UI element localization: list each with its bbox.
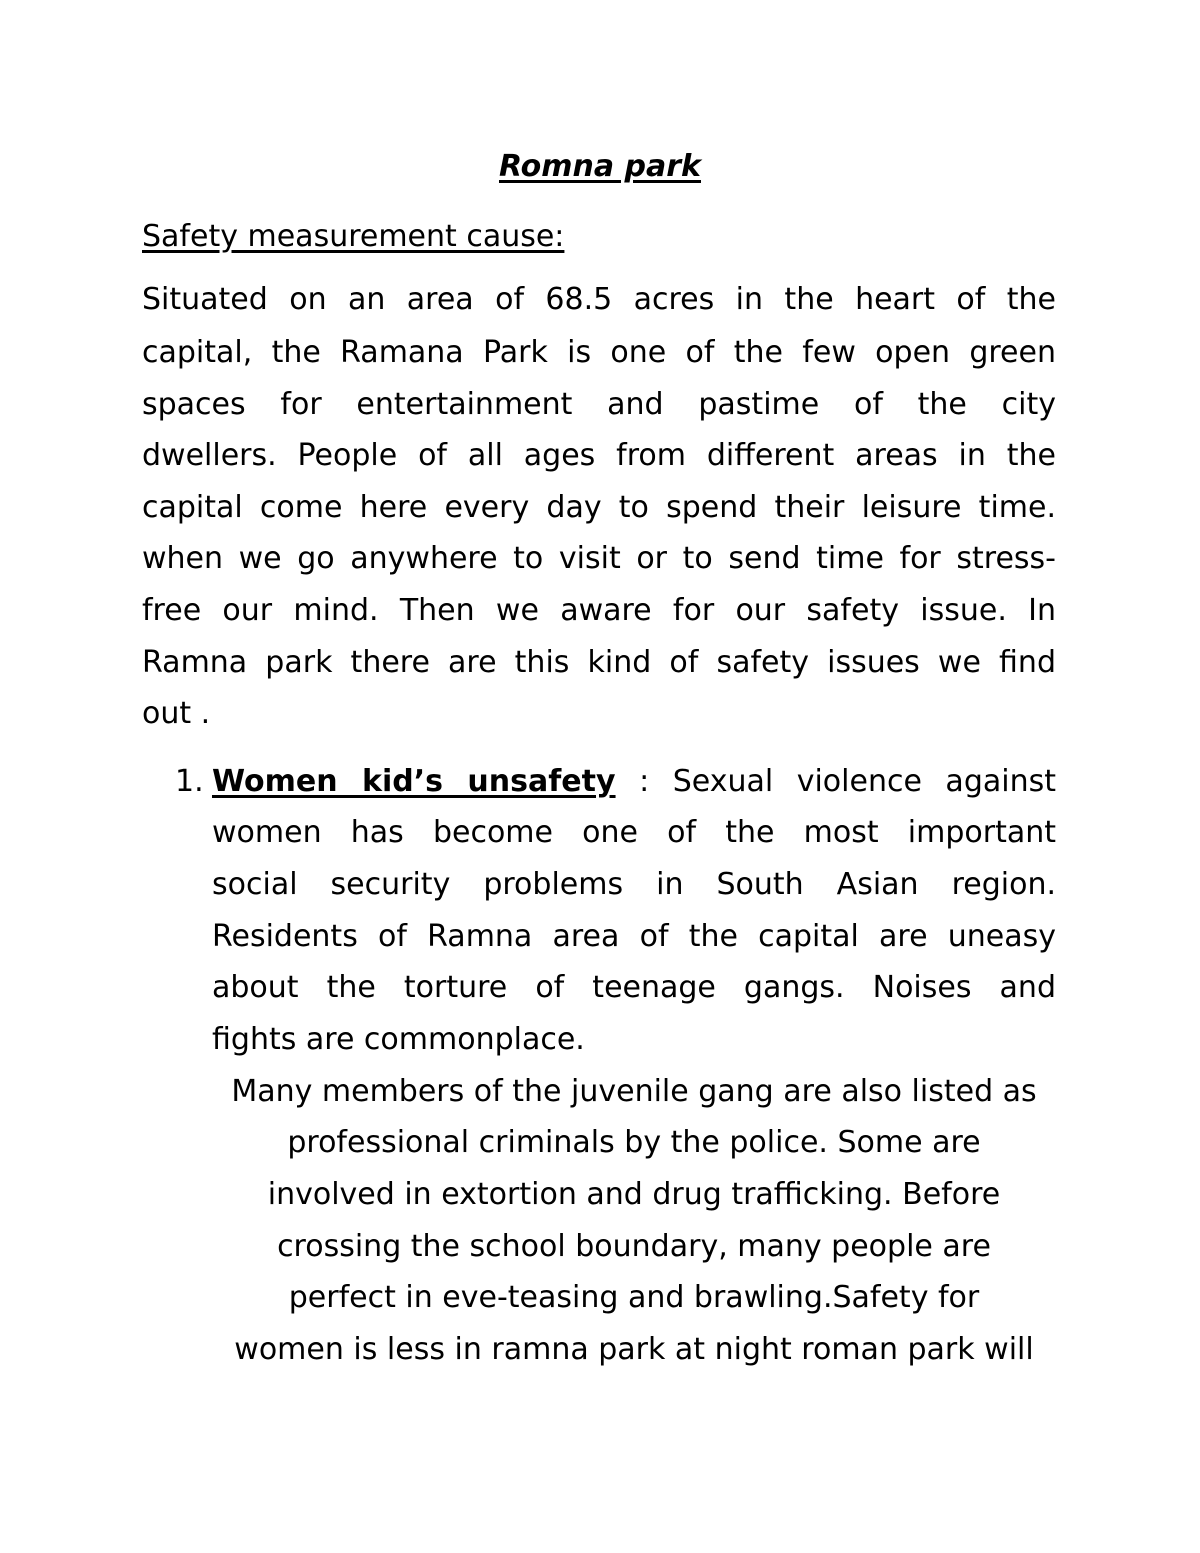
document-title: Romna park [499,149,701,184]
list-item-centered-line: women is less in ramna park at night roman park will [234,1332,1034,1367]
intro-line: Ramna park there are this kind of safety issues we find [142,645,1056,680]
list-item-centered-line: professional criminals by the police. Some are [287,1125,981,1160]
list-item-centered-line: crossing the school boundary, many people are [277,1229,991,1264]
list-item-centered-line: Many members of the juvenile gang are also listed as [231,1074,1037,1109]
intro-line: dwellers. People of all ages from different areas in the [142,438,1056,473]
list-item-line: Residents of Ramna area of the capital are uneasy [212,919,1056,954]
list-item-centered-line: perfect in eve-teasing and brawling.Safety for [288,1280,980,1315]
list-item-line: women has become one of the most important [212,815,1056,850]
intro-line: capital come here every day to spend their leisure time. [142,490,1056,525]
intro-line: Situated on an area of 68.5 acres in the heart of the [142,282,1056,317]
intro-line: out . [142,696,211,731]
list-item-line: fights are commonplace. [212,1022,585,1057]
intro-line: capital, the Ramana Park is one of the few open green [142,335,1056,370]
intro-line: when we go anywhere to visit or to send time for stress- [142,541,1056,576]
list-item-first-line-rest: : Sexual violence against [615,764,1056,799]
list-marker: 1. [175,764,204,799]
list-item-centered-line: involved in extortion and drug trafficking. Before [267,1177,1001,1212]
list-item-first-line [212,760,1056,804]
section-subheading: Safety measurement cause: [142,219,565,254]
intro-line: free our mind. Then we aware for our safety issue. In [142,593,1056,628]
intro-line: spaces for entertainment and pastime of the city [142,387,1056,422]
list-item-line: about the torture of teenage gangs. Noises and [212,970,1056,1005]
list-item-title: Women kid’s unsafety [212,764,616,799]
list-item-line: social security problems in South Asian region. [212,867,1056,902]
